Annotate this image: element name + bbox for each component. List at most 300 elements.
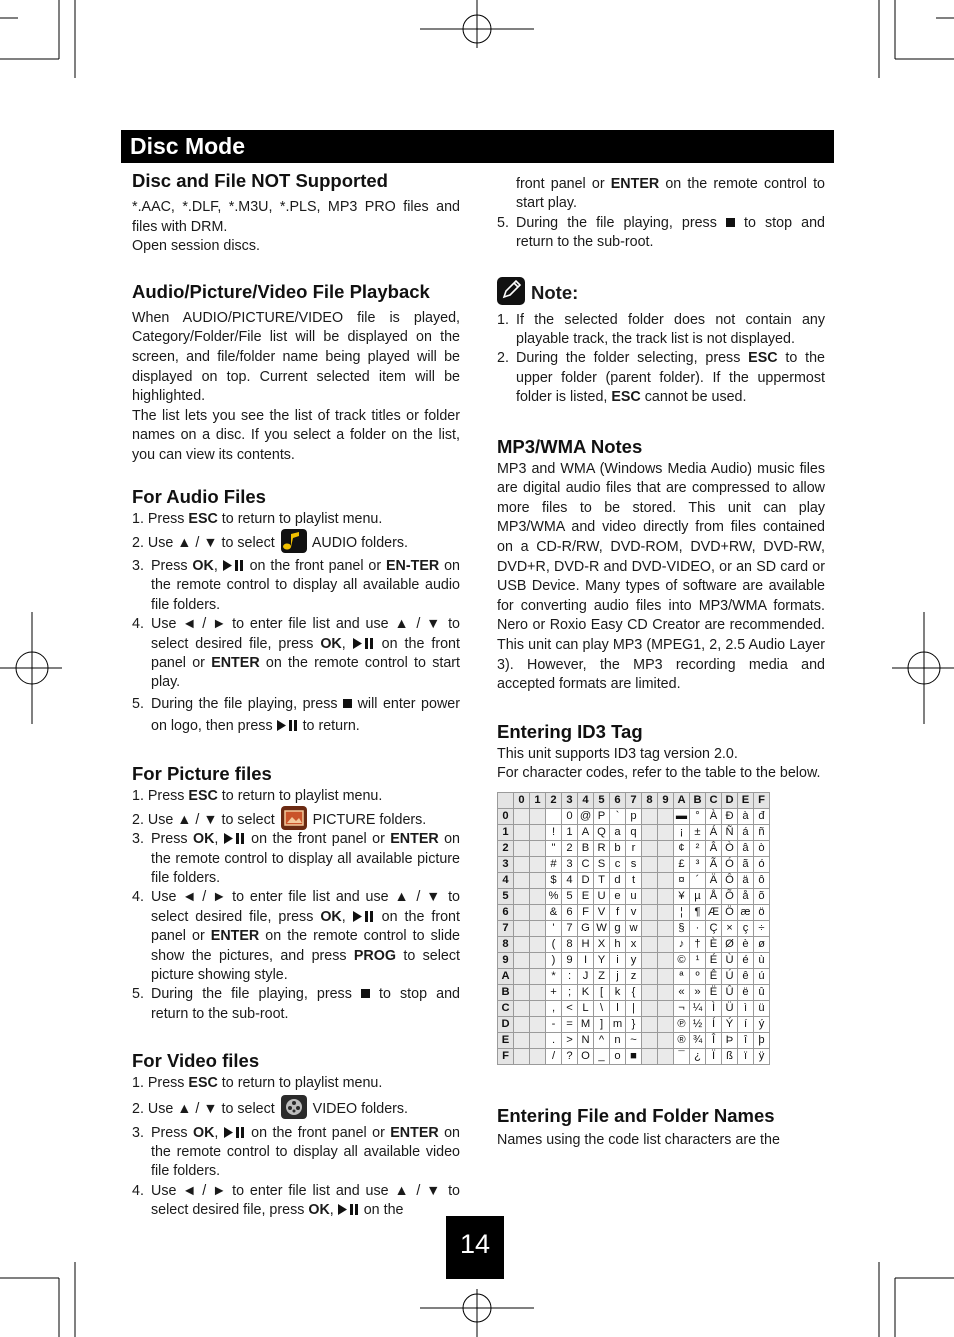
table-column-header: 4 [578,792,594,808]
table-row [498,1048,770,1064]
list-item: 4. Use ◄ / ► to enter file list and use ▲ / ▼ to select desired file, press OK, on the front panel or ENTER on the remote control to start play. [132,616,461,691]
table-cell [658,1000,674,1016]
table-cell [514,968,530,984]
table-cell: Á [706,824,722,840]
table-cell: ) [546,952,562,968]
table-cell [642,952,658,968]
names-section [497,1105,825,1151]
list-item: 3. Press OK, on the front panel or EN-TER on the remote control to display all available audio file folders. [132,557,460,613]
table-cell: L [578,1000,594,1016]
table-cell: ã [738,856,754,872]
table-cell: G [578,920,594,936]
list-item: 5. During the file playing, press to stop and return to the sub-root. [497,214,825,251]
table-cell: Å [706,888,722,904]
table-cell: Ù [722,952,738,968]
play-pause-icon [353,909,375,920]
table-cell [530,840,546,856]
table-cell: û [754,984,770,1000]
play-pause-icon [223,558,245,569]
table-row [498,1000,770,1016]
table-cell: õ [754,888,770,904]
table-row [498,872,770,888]
table-cell: 6 [562,904,578,920]
list-item: 1. If the selected folder does not contain any playable track, the track list is not displayed. [497,311,825,348]
table-cell [658,904,674,920]
table-cell: ý [754,1016,770,1032]
table-cell: h [610,936,626,952]
table-cell: Ø [722,936,738,952]
playback-heading: Audio/Picture/Video File Playback [132,280,430,302]
table-column-header: 2 [546,792,562,808]
table-cell: s [626,856,642,872]
table-cell: ä [738,872,754,888]
table-cell: ; [562,984,578,1000]
table-cell [658,984,674,1000]
table-cell: © [674,952,690,968]
table-cell: = [562,1016,578,1032]
table-cell [514,984,530,1000]
table-cell: Ý [722,1016,738,1032]
table-cell: » [690,984,706,1000]
table-cell [530,824,546,840]
table-cell: 4 [562,872,578,888]
table-cell: d [610,872,626,888]
table-cell: u [626,888,642,904]
table-cell: đ [754,808,770,824]
table-cell: Õ [722,888,738,904]
table-cell: / [546,1048,562,1064]
table-cell: , [546,1000,562,1016]
music-note-folder-icon [281,529,307,553]
table-cell: ℗ [674,1016,690,1032]
table-cell: 3 [562,856,578,872]
stop-icon [343,699,352,708]
table-cell: N [578,1032,594,1048]
mp3-section [497,436,825,695]
list-item: 1. Press ESC to return to playlist menu. [132,787,383,804]
table-cell: F [578,904,594,920]
table-cell: @ [578,808,594,824]
table-column-header: 8 [642,792,658,808]
audio-heading: For Audio Files [132,485,266,507]
table-cell [642,1016,658,1032]
table-cell [642,936,658,952]
table-cell: l [610,1000,626,1016]
table-cell [642,904,658,920]
table-cell: « [674,984,690,1000]
table-cell: 0 [562,808,578,824]
table-cell: ë [738,984,754,1000]
table-cell [658,968,674,984]
table-cell: Ã [706,856,722,872]
table-row [498,840,770,856]
table-cell: } [626,1016,642,1032]
table-cell: [ [594,984,610,1000]
video-section [132,1050,460,1220]
table-cell: B [578,840,594,856]
table-cell [514,824,530,840]
table-row-header: 3 [498,856,514,872]
table-row [498,952,770,968]
table-cell [530,1048,546,1064]
section-header-bar [121,130,834,163]
table-cell [642,808,658,824]
table-cell: ? [562,1048,578,1064]
table-cell: P [594,808,610,824]
table-cell: 7 [562,920,578,936]
table-row-header: 0 [498,808,514,824]
play-pause-icon [353,636,375,647]
table-cell: b [610,840,626,856]
table-row-header: 6 [498,904,514,920]
table-cell: ó [754,856,770,872]
table-row-header: 9 [498,952,514,968]
table-cell: D [578,872,594,888]
table-cell: < [562,1000,578,1016]
table-cell: Â [706,840,722,856]
table-cell [530,952,546,968]
list-item: 5. During the file playing, press will enter power on logo, then press to return. [132,695,460,734]
table-cell: w [626,920,642,936]
table-cell: ï [738,1048,754,1064]
table-cell: ° [690,808,706,824]
table-cell: S [594,856,610,872]
table-cell: Û [722,984,738,1000]
table-row [498,904,770,920]
table-cell: ½ [690,1016,706,1032]
list-item: 2. During the folder selecting, press ESC to the upper folder (parent folder). If the uppermost folder is listed, ESC cannot be used. [497,350,825,406]
table-cell: þ [754,1032,770,1048]
table-cell [658,1048,674,1064]
table-cell: ÷ [754,920,770,936]
table-column-header: 6 [610,792,626,808]
table-cell: Í [706,1016,722,1032]
table-cell [658,1016,674,1032]
film-reel-folder-icon [281,1095,307,1119]
table-cell: È [706,936,722,952]
table-cell [530,920,546,936]
play-pause-icon [338,1202,360,1213]
table-cell: # [546,856,562,872]
table-row [498,1032,770,1048]
table-cell [514,1032,530,1048]
picture-folder-icon [281,806,307,830]
table-cell: f [610,904,626,920]
table-column-header: F [754,792,770,808]
video-steps [132,1074,460,1220]
table-cell: ù [754,952,770,968]
table-cell: A [578,824,594,840]
left-column [132,170,460,1241]
table-cell: ² [690,840,706,856]
table-cell [514,1016,530,1032]
table-cell: ■ [626,1048,642,1064]
table-cell: 5 [562,888,578,904]
play-pause-icon [224,1125,246,1136]
table-cell: Ò [722,840,738,856]
mp3-paragraph: MP3 and WMA (Windows Media Audio) music files are digital audio files that are compressed to allow more files to be stored. This unit can play MP3/WMA and video directly from files contained on a CD-R/RW, DVD-ROM, DVD+RW, DVD-RW, DVD+R, DVD-R and DVD-VIDEO, or an SD card or USB Device. Many types of software are available for converting audio files into MP3/WMA formats. Nero or Roxio Easy CD Creator are recommended. This unit can play MP3 (MPEG1, 2, 2.5 Audio Layer 3). However, the MP3 recording media and accepted formats are limited. [497,460,825,693]
table-cell: m [610,1016,626,1032]
table-cell: p [626,808,642,824]
right-column [497,175,825,1171]
table-row-header: 8 [498,936,514,952]
table-row-header: C [498,1000,514,1016]
table-row-header: D [498,1016,514,1032]
list-item: 1. Press ESC to return to playlist menu. [132,1075,383,1092]
table-cell: æ [738,904,754,920]
table-cell: y [626,952,642,968]
list-item: 2. Use ▲ / ▼ to select AUDIO folders. [132,529,460,557]
note-heading: Note: [531,281,579,303]
table-cell: Ë [706,984,722,1000]
table-cell [530,904,546,920]
table-cell [658,952,674,968]
table-cell: µ [690,888,706,904]
table-cell: ± [690,824,706,840]
pencil-note-icon [497,277,525,305]
table-cell: à [738,808,754,824]
stop-icon [361,989,370,998]
table-cell [642,840,658,856]
table-cell: j [610,968,626,984]
table-cell: * [546,968,562,984]
table-cell: ^ [594,1032,610,1048]
id3-heading: Entering ID3 Tag [497,720,643,742]
table-cell [658,856,674,872]
table-cell: 9 [562,952,578,968]
table-cell [642,920,658,936]
table-cell [658,888,674,904]
table-cell: Ú [722,968,738,984]
table-cell [514,888,530,904]
table-cell [658,936,674,952]
table-row [498,984,770,1000]
table-cell: × [722,920,738,936]
table-cell [530,936,546,952]
id3-line: For character codes, refer to the table to the below. [497,765,821,782]
table-cell: E [578,888,594,904]
table-cell [658,1032,674,1048]
play-pause-icon [277,716,299,727]
table-row-header: F [498,1048,514,1064]
table-cell: ` [610,808,626,824]
table-cell [514,856,530,872]
table-cell: · [690,920,706,936]
list-item: 4. Use ◄ / ► to enter file list and use ▲ / ▼ to select desired file, press OK, on the [132,1182,460,1219]
table-cell: Î [706,1032,722,1048]
table-cell: † [690,936,706,952]
table-cell: . [546,1032,562,1048]
table-cell: k [610,984,626,1000]
table-cell: ÿ [754,1048,770,1064]
list-item: 1. Press ESC to return to playlist menu. [132,510,383,527]
table-cell: " [546,840,562,856]
list-item: 2. Use ▲ / ▼ to select VIDEO folders. [132,1094,460,1124]
table-column-header: 3 [562,792,578,808]
list-item: 4. Use ◄ / ► to enter file list and use ▲ / ▼ to select desired file, press OK, on the front panel or ENTER on the remote control to slide show the pictures, and press PROG to select picture showing style. [132,889,460,984]
table-cell: â [738,840,754,856]
table-cell: 2 [562,840,578,856]
table-cell: ! [546,824,562,840]
table-cell [530,968,546,984]
table-row-header: 2 [498,840,514,856]
table-cell: ¦ [674,904,690,920]
table-cell: | [626,1000,642,1016]
table-column-header: A [674,792,690,808]
note-list [497,311,825,408]
table-cell: Q [594,824,610,840]
table-cell [514,920,530,936]
table-cell: Ñ [722,824,738,840]
table-cell [642,872,658,888]
table-cell [530,984,546,1000]
table-cell: & [546,904,562,920]
table-cell [530,1032,546,1048]
table-cell: ¼ [690,1000,706,1016]
table-cell [530,1016,546,1032]
table-cell: J [578,968,594,984]
table-cell: ´ [690,872,706,888]
table-cell [514,1000,530,1016]
table-row-header: 4 [498,872,514,888]
table-cell: Ê [706,968,722,984]
table-cell [514,952,530,968]
table-cell: H [578,936,594,952]
not-supported-line: Open session discs. [132,238,260,255]
list-item: 3. Press OK, on the front panel or ENTER on the remote control to display all available picture file folders. [132,831,460,886]
note-section [497,277,825,408]
table-cell [530,856,546,872]
table-cell: ß [722,1048,738,1064]
table-cell: Ä [706,872,722,888]
table-cell: ¾ [690,1032,706,1048]
table-cell: + [546,984,562,1000]
table-cell: C [578,856,594,872]
table-cell: Z [594,968,610,984]
table-cell: á [738,824,754,840]
table-cell: § [674,920,690,936]
table-row-header: B [498,984,514,1000]
table-cell: 1 [562,824,578,840]
table-cell: £ [674,856,690,872]
table-cell: ñ [754,824,770,840]
not-supported-section [132,170,460,257]
table-cell [642,1000,658,1016]
table-row [498,856,770,872]
table-cell: i [610,952,626,968]
table-cell: { [626,984,642,1000]
table-row [498,968,770,984]
table-cell: - [546,1016,562,1032]
picture-heading: For Picture files [132,762,272,784]
table-cell [642,984,658,1000]
table-cell [530,808,546,824]
not-supported-heading: Disc and File NOT Supported [132,170,388,191]
table-cell: é [738,952,754,968]
table-cell [546,808,562,824]
playback-paragraph: The list lets you see the list of track titles or folder names on a disc. If you select a folder on the list, you can view its contents. [132,407,460,463]
table-cell: ³ [690,856,706,872]
table-cell: ( [546,936,562,952]
table-cell: 8 [562,936,578,952]
table-cell: è [738,936,754,952]
names-paragraph: Names using the code list characters are the [497,1131,780,1148]
table-cell: ▬ [674,808,690,824]
table-cell: ô [754,872,770,888]
table-cell: z [626,968,642,984]
table-cell [530,872,546,888]
table-cell: K [578,984,594,1000]
table-cell [514,1048,530,1064]
table-cell: t [626,872,642,888]
table-cell: O [578,1048,594,1064]
table-cell: ¯ [674,1048,690,1064]
audio-section [132,486,460,737]
table-cell: ö [754,904,770,920]
table-row [498,888,770,904]
table-cell: g [610,920,626,936]
table-cell: q [626,824,642,840]
table-cell: Y [594,952,610,968]
table-cell [530,1000,546,1016]
table-row [498,920,770,936]
list-item: 2. Use ▲ / ▼ to select PICTURE folders. [132,806,460,830]
table-cell: Æ [706,904,722,920]
table-cell: % [546,888,562,904]
table-column-header: 1 [530,792,546,808]
table-row-header: 1 [498,824,514,840]
character-code-table [497,792,809,1065]
id3-section [497,721,825,1065]
table-cell: ¡ [674,824,690,840]
table-cell: å [738,888,754,904]
note-heading-row [497,277,825,305]
table-cell: : [562,968,578,984]
table-row [498,808,770,824]
table-column-header: 9 [658,792,674,808]
table-cell: _ [594,1048,610,1064]
table-cell: Ì [706,1000,722,1016]
table-cell: T [594,872,610,888]
table-cell: À [706,808,722,824]
table-cell: V [594,904,610,920]
table-cell: ø [754,936,770,952]
table-cell: a [610,824,626,840]
table-cell [658,808,674,824]
table-cell: Ï [706,1048,722,1064]
table-cell: ] [594,1016,610,1032]
table-cell: $ [546,872,562,888]
table-cell: Ô [722,872,738,888]
table-cell: Ó [722,856,738,872]
table-cell: Ç [706,920,722,936]
table-cell: c [610,856,626,872]
list-item: 5. During the file playing, press to stop and return to the sub-root. [132,986,460,1022]
table-column-header: E [738,792,754,808]
table-cell [658,920,674,936]
table-cell: º [690,968,706,984]
section-title: Disc Mode [130,133,246,159]
table-cell: e [610,888,626,904]
video-heading: For Video files [132,1050,260,1072]
table-cell: ê [738,968,754,984]
table-cell [658,824,674,840]
table-column-header: B [690,792,706,808]
table-column-header: 7 [626,792,642,808]
table-cell [642,856,658,872]
not-supported-line: *.AAC, *.DLF, *.M3U, *.PLS, MP3 PRO files and files with DRM. [132,199,460,235]
table-cell: ç [738,920,754,936]
